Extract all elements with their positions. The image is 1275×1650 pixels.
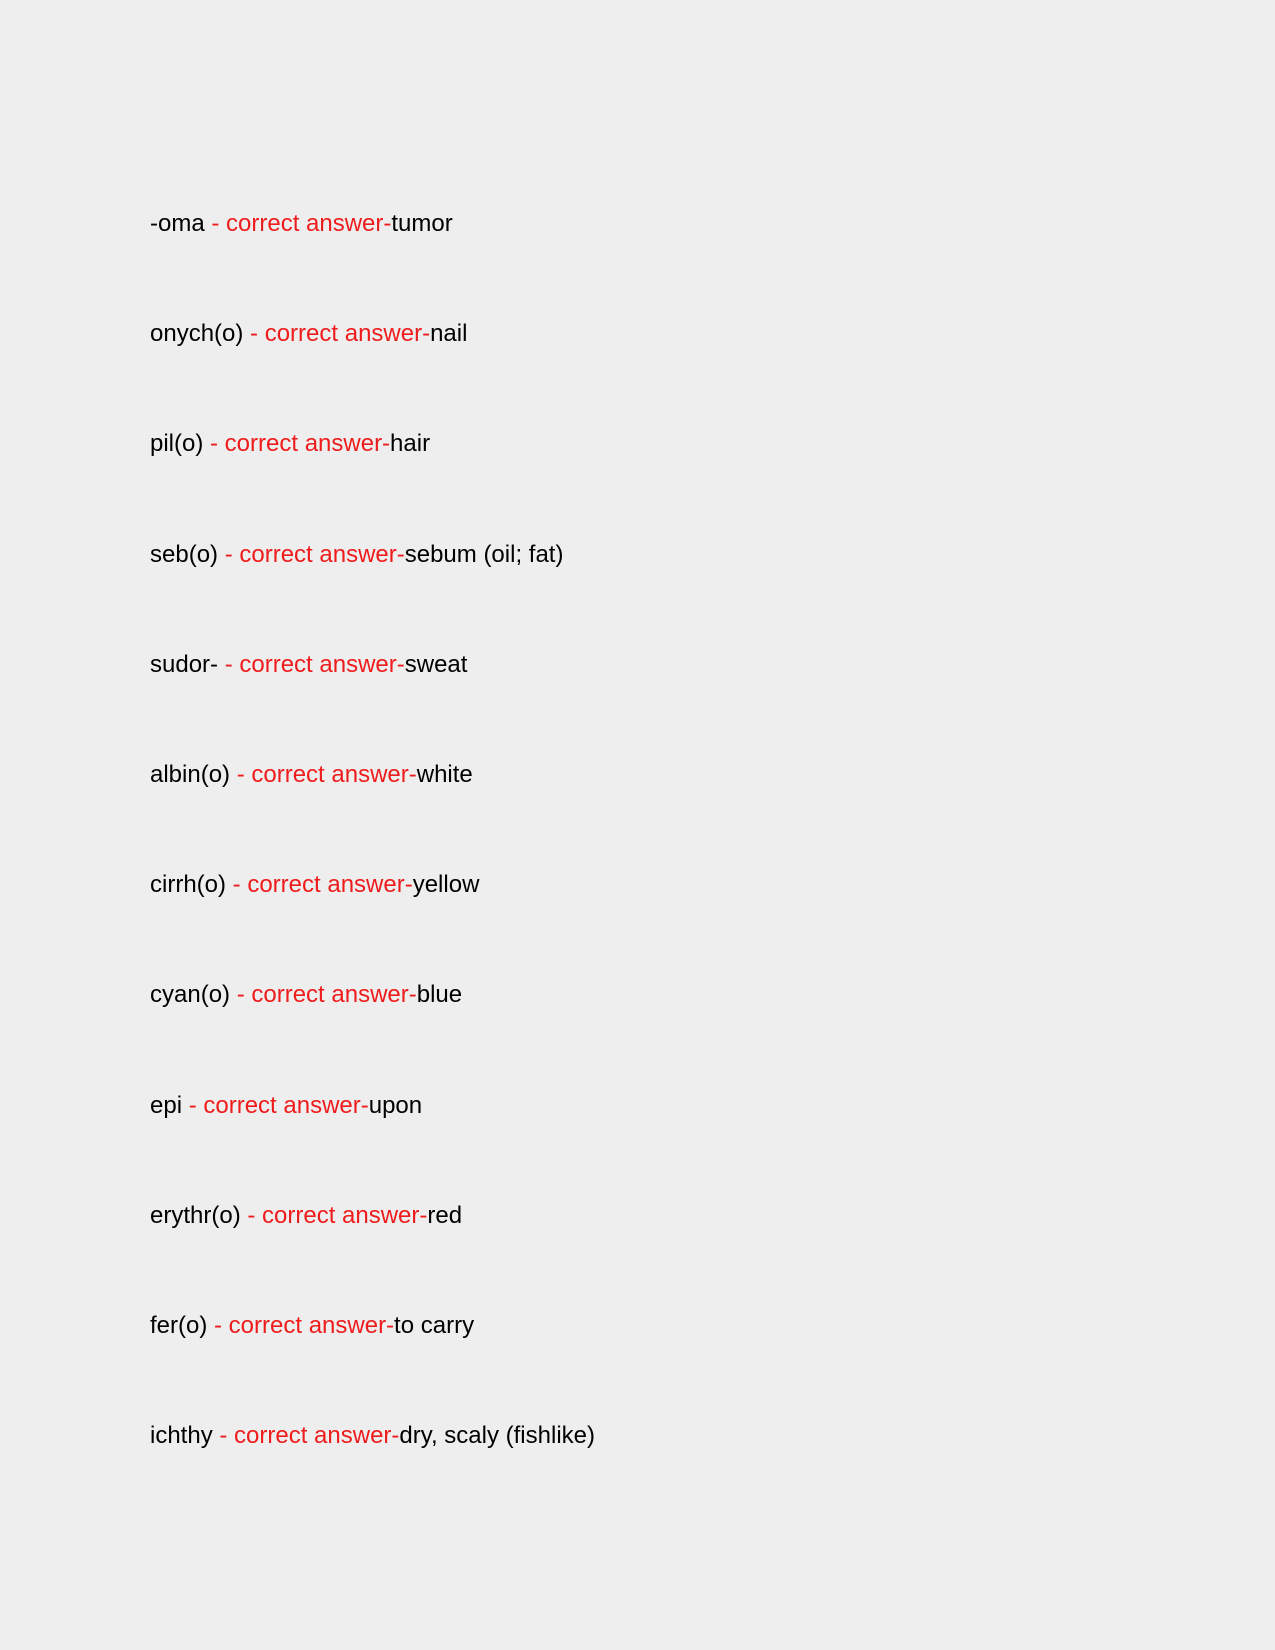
definition: hair xyxy=(390,430,431,458)
term: seb(o) xyxy=(150,540,219,568)
term: erythr(o) xyxy=(150,1201,241,1229)
correct-answer-label: - correct answer- xyxy=(204,210,392,237)
term: cirrh(o) xyxy=(150,871,226,899)
flashcard-entry xyxy=(150,647,595,757)
correct-answer-label: - correct answer- xyxy=(207,1311,395,1339)
definition: yellow xyxy=(412,871,480,899)
flashcard-entry xyxy=(150,1418,595,1528)
flashcard-entry xyxy=(150,1308,595,1418)
term: albin(o) xyxy=(150,760,231,788)
definition: sweat xyxy=(404,650,468,678)
term: onych(o) xyxy=(150,320,244,348)
definition: red xyxy=(427,1201,463,1229)
flashcard-entry xyxy=(150,867,595,977)
flashcard-entry xyxy=(150,206,595,316)
correct-answer-label: - correct answer- xyxy=(230,981,417,1009)
definition: blue xyxy=(416,981,463,1009)
correct-answer-label: - correct answer- xyxy=(230,760,417,788)
term: -oma xyxy=(150,210,205,237)
correct-answer-label: - correct answer- xyxy=(203,430,391,458)
flashcard-entry xyxy=(150,1198,595,1308)
flashcard-entry xyxy=(150,1088,595,1198)
correct-answer-label: - correct answer- xyxy=(182,1091,369,1119)
term: epi xyxy=(150,1091,183,1119)
term: fer(o) xyxy=(150,1311,208,1339)
correct-answer-label: - correct answer- xyxy=(226,871,413,899)
correct-answer-label: - correct answer- xyxy=(212,1422,400,1450)
term: sudor- xyxy=(150,650,219,678)
flashcard-entry xyxy=(150,537,595,647)
flashcard-entry xyxy=(150,757,595,867)
correct-answer-label: - correct answer- xyxy=(243,320,431,348)
definition: sebum (oil; fat) xyxy=(404,540,564,568)
correct-answer-label: - correct answer- xyxy=(240,1201,428,1229)
term: ichthy xyxy=(150,1422,213,1450)
flashcard-entry xyxy=(150,316,595,426)
definition: dry, scaly (fishlike) xyxy=(399,1422,595,1450)
correct-answer-label: - correct answer- xyxy=(218,540,405,568)
correct-answer-label: - correct answer- xyxy=(218,650,405,678)
flashcard-entry xyxy=(150,977,595,1087)
flashcard-list xyxy=(150,206,595,1528)
definition: tumor xyxy=(391,210,453,237)
definition: nail xyxy=(430,320,468,348)
definition: upon xyxy=(368,1091,423,1119)
term: pil(o) xyxy=(150,430,204,458)
flashcard-entry xyxy=(150,426,595,536)
term: cyan(o) xyxy=(150,981,231,1009)
definition: to carry xyxy=(394,1311,475,1339)
definition: white xyxy=(416,760,473,788)
